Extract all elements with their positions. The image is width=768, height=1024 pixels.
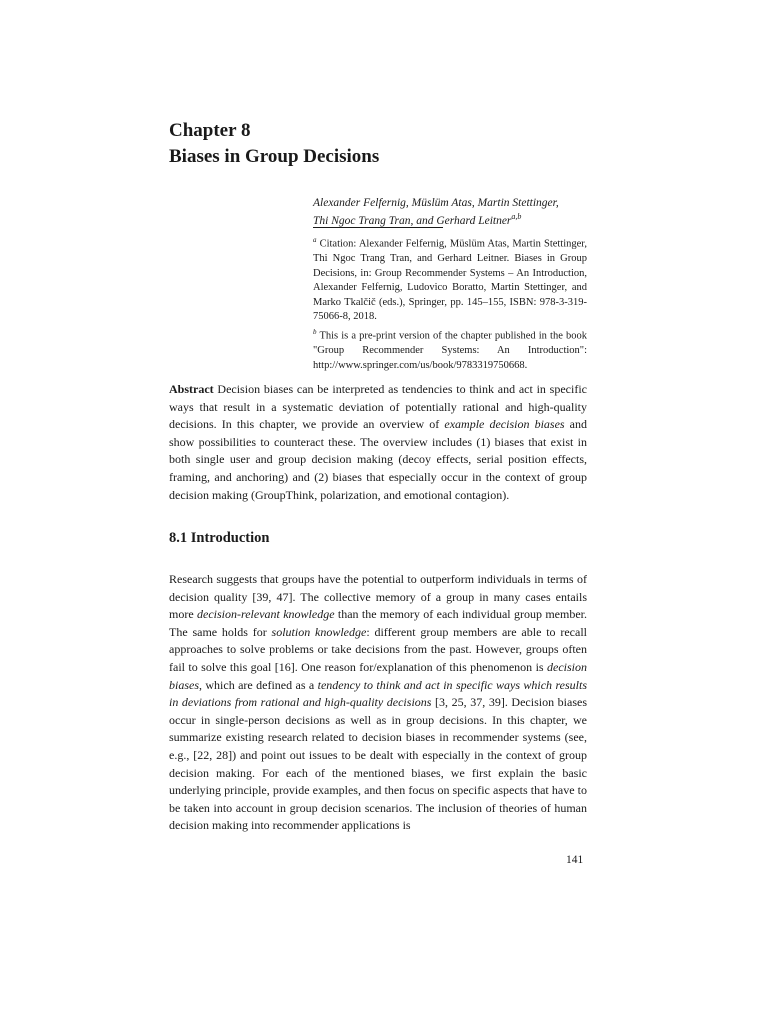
footnote-a-mark: a — [313, 236, 317, 244]
footnote-b-text: This is a pre-print version of the chapter published in the book "Group Recommender Systems: An Introduction": http://www.springer.com/us/book/9783319750668. — [313, 330, 587, 371]
chapter-label: Chapter 8 — [169, 120, 251, 141]
footnote-divider — [313, 227, 443, 228]
intro-emphasis-1: decision-relevant knowledge — [197, 607, 335, 622]
author-line-1: Alexander Felfernig, Müslüm Atas, Martin Stettinger, — [313, 197, 559, 209]
intro-text-3: : different group members are able to recall approaches to solve problems or take decisions from the past. However, groups often fail to solve this goal [16]. One reason for/explanation of this phenomenon is — [169, 624, 587, 674]
page-number: 141 — [566, 854, 584, 866]
abstract — [169, 381, 587, 504]
abstract-label: Abstract — [169, 382, 214, 396]
intro-text-5: [3, 25, 37, 39]. Decision biases occur in single-person decisions as well as in group decisions. In this chapter, we summarize existing research related to decision biases in recommender systems (see, e.g., [22, 28]) and point out issues to be dealt with especially in the context of group decision making. For each of the mentioned biases, we first explain the basic underlying principle, provide examples, and then focus on specific aspects that have to be taken into account in group decision scenarios. The inclusion of theories of human decision making into recommender applications is — [169, 695, 587, 833]
footnote-b — [313, 325, 587, 373]
abstract-text-1: Decision biases can be interpreted as tendencies to think and act in specific ways that result in a systematic deviation of potentially rational and high-quality decisions. In this chapter, we provide an overview of — [169, 382, 587, 432]
footnote-b-mark: b — [313, 328, 317, 337]
footnotes — [313, 233, 587, 373]
abstract-text-2: and show possibilities to counteract these. The overview includes (1) biases that exist in both single user and group decision making (decoy effects, serial position effects, framing, and anchoring) and (2) biases that especially occur in the context of group decision making (GroupThink, polarization, and emotional contagion). — [169, 417, 588, 502]
section-heading-introduction: 8.1 Introduction — [169, 530, 270, 546]
intro-emphasis-4: tendency to think and act in specific ways which results in deviations from rational and high-quality decisions — [169, 677, 587, 710]
author-line-2: Thi Ngoc Trang Tran, and Gerhard Leitner — [313, 214, 512, 227]
intro-text-1: Research suggests that groups have the potential to outperform individuals in terms of decision quality [39, 47]. The collective memory of a group in many cases entails more — [169, 572, 587, 622]
author-footnote-marks: a,b — [511, 212, 522, 221]
chapter-title: Biases in Group Decisions — [169, 146, 380, 167]
intro-emphasis-2: solution knowledge — [271, 624, 367, 639]
footnote-a — [313, 233, 587, 325]
intro-text-2: than the memory of each individual group member. The same holds for — [169, 607, 587, 639]
abstract-emphasis-1: example decision biases — [444, 417, 565, 432]
intro-text-4: , which are defined as a — [199, 677, 318, 692]
intro-emphasis-3: decision biases — [169, 659, 587, 692]
introduction-paragraph — [169, 571, 587, 835]
author-list — [313, 196, 603, 228]
footnote-a-text: Citation: Alexander Felfernig, Müslüm Atas, Martin Stettinger, Thi Ngoc Trang Tran, and Gerhard Leitner. Biases in Group Decisions, in: Group Recommender Systems – An Introduction, Alexander Felfernig, Ludovico Boratto, Martin Stettinger, and Marko Tkalčič (eds.), Springer, pp. 145–155, ISBN: 978-3-319-75066-8, 2018. — [313, 238, 588, 323]
